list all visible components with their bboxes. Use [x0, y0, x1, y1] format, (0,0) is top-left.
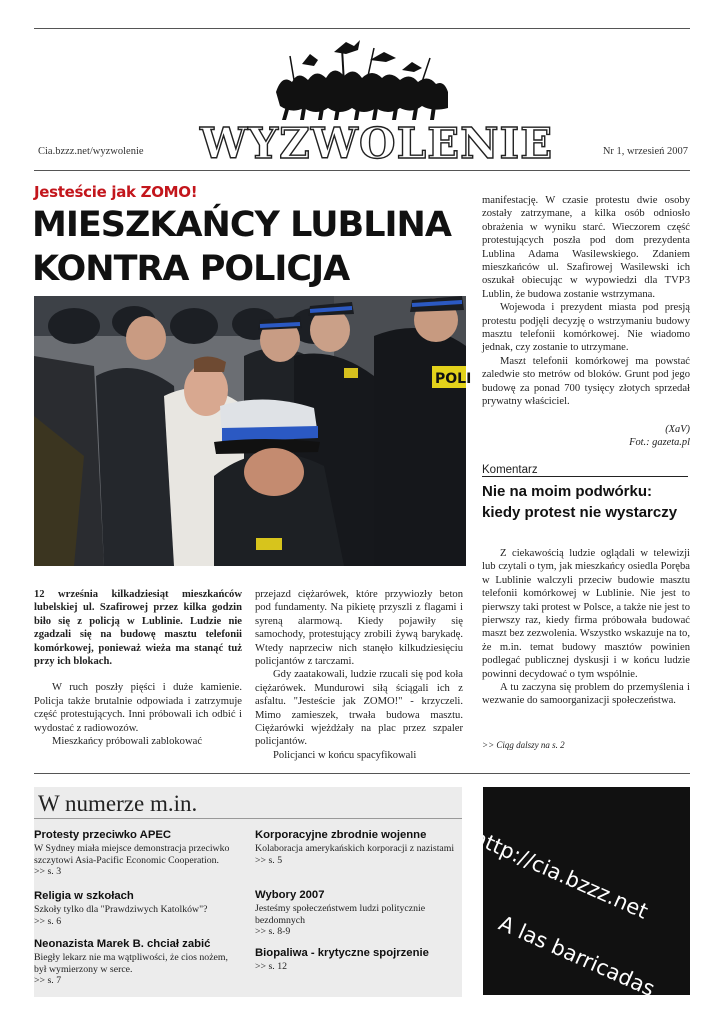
issue-item-title: Korporacyjne zbrodnie wojenne	[255, 829, 427, 841]
issue-item[interactable]	[34, 828, 239, 878]
issue-item[interactable]	[255, 946, 460, 973]
comment-paragraph: Z ciekawością ludzie oglądali w telewizji lub czytali o tym, jak mieszkańcy osiedla Poręba w Lublinie walczyli przeciw budowie masztu telefonii komórkowej w Lublinie. Nie jest to pierwszy taki protest w Polsce, a także nie jest to pierwszy raz, kiedy firma próbowała budować maszt bez zezwolenia. Wszystko wskazuje na to, że m.in. temat budowy masztów powinien podlegać publicznej dyskusji i w końcu ludzie powinni decydować o tym wspólnie.	[482, 548, 690, 680]
article-paragraph: Maszt telefonii komórkowej ma powstać zaledwie sto metrów od bloków. Grunt pod jego budowę za ponad 700 tysięcy złotych sprzedał prywatny właściciel.	[482, 355, 690, 408]
article-column-2	[255, 588, 463, 762]
police-vest-text: POLI	[435, 371, 472, 387]
photo-credit: Fot.: gazeta.pl	[629, 437, 690, 449]
article-column-3	[482, 194, 690, 409]
issue-item-desc: Jesteśmy społeczeństwem ludzi politycznie bezdomnych	[255, 903, 426, 926]
comment-label: Komentarz	[482, 464, 688, 477]
issue-item-title: Biopaliwa - krytyczne spojrzenie	[255, 947, 429, 959]
in-this-issue-divider	[34, 818, 462, 819]
masthead-rule	[34, 170, 690, 171]
article-headline	[32, 203, 472, 291]
issue-item-page: >> s. 5	[255, 854, 283, 866]
issue-item-desc: Kolaboracja amerykańskich korporacji z nazistami	[255, 843, 455, 854]
protest-photo	[34, 296, 472, 566]
continued-link[interactable]: >> Ciąg dalszy na s. 2	[482, 740, 565, 750]
article-paragraph: Policjanci w końcu spacyfikowali	[273, 749, 417, 761]
article-paragraph: przejazd ciężarówek, które przywiozły beton pod fundamenty. Na pikietę przyszli z flagami i syreną alarmową. Kiedy pojawiły się samochody, protestujący zrobili żywą barykadę. Wtedy naprzeciw nich stanęło kilkudziesięciu policjantów z tarczami.	[255, 589, 463, 668]
issue-item-page: >> s. 7	[34, 975, 62, 986]
headline-line-2: KONTRA POLICJA	[32, 249, 350, 289]
issue-item-title: Religia w szkołach	[34, 890, 134, 902]
article-author: (XaV)	[665, 424, 690, 435]
issue-item-page: >> s. 8-9	[255, 926, 291, 937]
masthead-horsemen-illustration	[272, 34, 452, 122]
comment-paragraph: A tu zaczyna się problem do przemyślenia i wezwanie do samoorganizacji społeczeństwa.	[482, 682, 690, 707]
top-rule	[34, 28, 690, 29]
issue-item[interactable]	[255, 828, 460, 866]
issue-item-title: Protesty przeciwko APEC	[34, 829, 172, 841]
issue-number: Nr 1, wrzesień 2007	[602, 146, 688, 157]
comment-body	[482, 547, 690, 708]
article-column-1	[34, 588, 242, 748]
article-kicker: Jesteście jak ZOMO!	[34, 183, 198, 201]
issue-item-page: >> s. 3	[34, 866, 62, 877]
issue-item-desc: Szkoły tylko dla "Prawdziwych Katolków"?	[34, 904, 208, 915]
issue-item-page: >> s. 6	[34, 915, 62, 927]
article-lead: 12 września kilkadziesiąt mieszkańców lubelskiej ul. Szafirowej przez kilka godzin biło się z policją w Lublinie. Ludzie nie zgadzali się na budowę masztu telefonii komórkowej, ponieważ wieża ma stanąć tuż przy ich blokach.	[34, 589, 242, 668]
issue-item-desc: Biegły lekarz nie ma wątpliwości, że cios nożem, był wymierzony w serce.	[34, 952, 228, 975]
comment-title: Nie na moim podwórku: kiedy protest nie wystarczy	[482, 483, 678, 521]
article-paragraph: manifestację. W czasie protestu dwie osoby zostały zatrzymane, a kilka osób odniosło obrażenia w wyniku starć. Wieczorem część protestujących poszła pod dom prezydenta Lublina Adama Wasilewskiego. Zdaniem mieszkańców ul. Szafirowej Wasilewski ich oszukał obiecując w wypowiedzi dla TVP3 Lublin, że budowa zostanie wstrzymana.	[482, 195, 690, 300]
article-paragraph: Gdy zaatakowali, ludzie rzucali się pod koła ciężarówek. Mundurowi siłą ściągali ich z asfaltu. "Jesteście jak ZOMO!" - krzyczeli. Mimo zamieszek, trwała budowa masztu. Ciężarówki wjeżdżały na plac przez szpaler policjantów.	[255, 669, 463, 748]
promo-box	[469, 787, 690, 1002]
headline-line-1: MIESZKAŃCY LUBLINA	[32, 205, 451, 245]
issue-item[interactable]	[255, 888, 460, 938]
issue-item[interactable]	[34, 937, 239, 987]
issue-item[interactable]	[34, 889, 239, 927]
masthead-title: WYZWOLENIE	[200, 119, 554, 168]
issue-item-title: Wybory 2007	[255, 889, 325, 901]
article-paragraph: Mieszkańcy próbowali zablokować	[52, 736, 203, 748]
in-this-issue-title: W numerze m.in.	[38, 791, 198, 816]
in-this-issue-box	[34, 787, 462, 997]
issue-item-title: Neonazista Marek B. chciał zabić	[34, 938, 211, 950]
article-paragraph: Wojewoda i prezydent miasta pod presją protestu podjęli decyzję o wstrzymaniu budowy masztu telefonii komórkowej. Nie wiadomo jednak, czy zostanie to utrzymane.	[482, 302, 690, 354]
bottom-section-rule	[34, 773, 690, 774]
site-url[interactable]: Cia.bzzz.net/wyzwolenie	[38, 146, 144, 157]
promo-slogan: A las barricadas	[495, 911, 659, 1002]
promo-url[interactable]: http://cia.bzzz.net	[469, 825, 652, 924]
article-paragraph: W ruch poszły pięści i duże kamienie. Policja także brutalnie odpowiada i zatrzymuje część protestujących. Inni próbowali ich odbić i wydostać z radiowozów.	[34, 682, 242, 734]
issue-item-page: >> s. 12	[255, 961, 288, 972]
issue-item-desc: W Sydney miała miejsce demonstracja przeciwko szczytowi Asia-Pacific Economic Cooperation.	[34, 843, 230, 866]
article-credits	[482, 423, 690, 450]
